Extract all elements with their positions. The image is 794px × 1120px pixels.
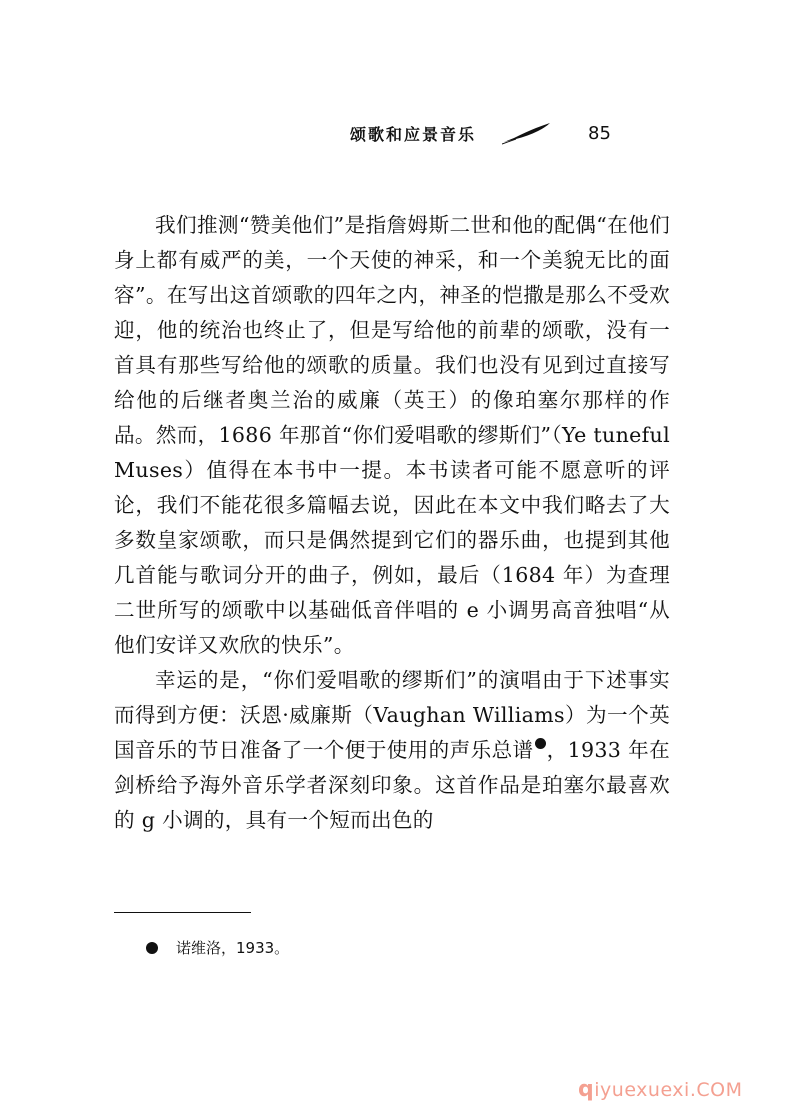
footnote-divider: [114, 912, 251, 913]
watermark-logo-letter: q: [578, 1077, 595, 1102]
footnote-text: 诺维洛，1933。: [176, 939, 290, 957]
watermark-text: iyuexuexi.COM: [594, 1079, 743, 1101]
paragraph-text: 我们推测“赞美他们”是指詹姆斯二世和他的配偶“在他们身上都有威严的美，一个天使的神采，和一个美貌无比的面容”。在写出这首颂歌的四年之内，神圣的恺撒是那么不受欢迎，他的统治也终止了，但是写给他的前辈的颂歌，没有一首具有那些写给他的颂歌的质量。我们也没有见到过直接写给他的后继者奥兰治的威廉（英王）的像珀塞尔那样的作品。然而，1686 年那首“你们爱唱歌的缪斯们”（Ye tuneful Muses）值得在本书中一提。本书读者可能不愿意听的评论，我们不能花很多篇幅去说，因此在本文中我们略去了大多数皇家颂歌，而只是偶然提到它们的器乐曲，也提到其他几首能与歌词分开的曲子，例如，最后（1684 年）为查理二世所写的颂歌中以基础低音伴唱的 e 小调男高音独唱“从他们安详又欢欣的快乐”。: [114, 213, 670, 657]
footnote-marker-icon: [146, 942, 158, 954]
footnote: [146, 937, 289, 958]
footnote-reference-marker[interactable]: [535, 738, 546, 749]
feather-quill-icon: [502, 121, 552, 145]
paragraph: [114, 663, 670, 838]
running-head: [350, 118, 611, 148]
running-title: 颂歌和应景音乐: [350, 124, 477, 144]
body-text: [114, 208, 670, 838]
watermark: [578, 1077, 743, 1102]
paragraph-text: 幸运的是，“你们爱唱歌的缪斯们”的演唱由于下述事实而得到方便：沃恩·威廉斯（Vaughan Williams）为一个英国音乐的节日准备了一个便于使用的声乐总谱: [114, 668, 670, 762]
paragraph-text: ，1933 年在剑桥给予海外音乐学者深刻印象。这首作品是珀塞尔最喜欢的 g 小调的，具有一个短而出色的: [114, 738, 670, 832]
paragraph: [114, 208, 670, 663]
page-number: 85: [588, 122, 611, 144]
